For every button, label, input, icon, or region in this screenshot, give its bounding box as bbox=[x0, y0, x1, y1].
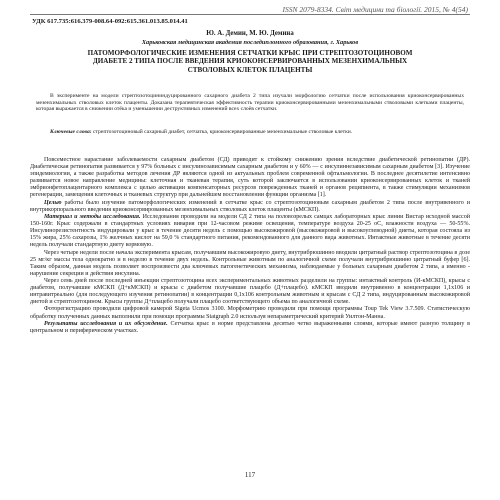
results-label: Результаты исследования и их обсуждение. bbox=[44, 320, 168, 327]
header-divider bbox=[30, 14, 470, 15]
authors: Ю. А. Демин, М. Ю. Демина bbox=[206, 30, 294, 37]
aim-label: Целью bbox=[44, 199, 62, 206]
article-title: ПАТОМОРФОЛОГИЧЕСКИЕ ИЗМЕНЕНИЯ СЕТЧАТКИ КРЫС ПРИ СТРЕПТОЗОТОЦИНОВОМ ДИАБЕТЕ 2 ТИПА ПОСЛЕ ВВЕДЕНИЯ КРИОКОНСЕРВИРОВАННЫХ МЕЗЕНХИМАЛЬНЫХ СТВОЛОВЫХ КЛЕТОК ПЛАЦЕНТЫ bbox=[87, 49, 413, 74]
aim-text: работы было изучение патоморфологических изменений в сетчатке крыс со стрептозотоциновым сахарным диабетом 2 типа после внутривенного и внутрикорпорального введения криоконсервированных мезенхимальных стволовых клеток плаценты (кМСКП). bbox=[30, 199, 470, 213]
body-paragraph: Через семь дней после последней инъекции стрептозотоцина всех экспериментальных животных разделили на группы: интактный контроль (И-кМСКП), крысы с диабетом, получавшие кМСКП (Д+кМСКП) и крысы с диабетом получавшие плацебо (Д+плацебо). кМСКП вводили внутривенно в концентрации 1,1х106 и интравитреально (для последующего изучения ретинопатии) в концентрации 0,1х106 контрольным животным и крысам с СД 2 типа, индуцированным высокожировой диетой и стрептозотоцином. Крысы группы Д+плацебо получали плацебо соответствующего объема по аналогичной схеме. bbox=[30, 277, 470, 306]
body-paragraph: Фоторегистрацию проводили цифровой камерой Sigeta Ucmos 3100. Морфометрию проводили при помощи программы Toup Tek View 3.7.509. Статистическую обработку полученных данных выполнили при помощи программы Statgraph 2.0 используя непараметрический критерий Уилтон-Манна. bbox=[30, 306, 470, 320]
body-paragraph: Через четыре недели после начала эксперимента крысам, получавшим высокожировую диету, внутрибрюшинно вводили цитратный раствор стрептозотоцина в дозе 25 мг/кг массы тела однократно и в неделю в течение двух недель. Контрольные животным по аналогичной схеме получали внутрибрюшинно цитратный буфер [6]. Таким образом, данная модель позволяет воспроизвести два ключевых патогенетических механизма, наблюдаемые у больных сахарным диабетом 2 типа, а именно - нарушение секреции и действия инсулина. bbox=[30, 249, 470, 277]
results-paragraph bbox=[30, 321, 470, 335]
page-number: 117 bbox=[244, 471, 256, 479]
affiliation: Харьковская медицинская академия последипломного образования, г. Харьков bbox=[141, 39, 359, 46]
intro-paragraph: Повсеместное нарастание заболеваемости сахарным диабетом (СД) приводит к стойкому снижению зрения вследствие диабетической ретинопатии (ДР). Диабетическая ретинопатия развивается у 97% больных с инсулинозависимым сахарным диабетом и у 60% — с инсулиннезависимым сахарным диабетом [3]. Изучение эпидемиологии, а также разработка методов лечения ДР являются одной из актуальных проблем современной офтальмологии. В последнее десятилетие интенсивно развивается новое направление медицины: клеточная и тканевая терапия, суть которой заключается в использовании криоконсервированных клеток и тканей эмбрионфетоплацентарного комплекса с целью активации компенсаторных ресурсов поврежденных тканей и органов реципиента, в также стимуляции механизмов регенерации, замещения клеточных и тканевых структур при дальнейшем восстановлении функции организма [1]. bbox=[30, 157, 470, 199]
keywords-label: Ключевые слова: bbox=[50, 129, 92, 135]
udc-code: УДК 617.735:616.379-008.64-092:615.361.013.85.014.41 bbox=[32, 18, 188, 25]
methods-text: Исследования проводили на модели СД 2 типа на половозрелых самцах лабораторных крыс линии Вистар исходной массой 150-160г. Крыс содержали в стандартных условиях вивария при 12-часовом режиме освещения, температуре воздуха 20-25 оС, влажности воздуха — 50-55%. Инсулинорезистентность индуцировали у крыс в течение десяти недель с помощью высокожировой (высокожировой и высокоуглеводной) диеты, которая состояла из 15% жира, 25% сахарозы, 1% желчных кислот на 59,0 % стандартного питания, рекомендованного для данного вида животных. Интактные животные в течение десяти недель получали стандартную диету кормовую. bbox=[30, 213, 471, 249]
results-text: Сетчатка крыс в норме представлена десятью четко выраженными слоями, которые имеют разную толщину в центральном и периферическом участках. bbox=[30, 320, 470, 334]
keywords-text: стрептозотоциновый сахарный диабет, сетчатка, криоконсервированные мезенхимальные стволовые клетки. bbox=[93, 129, 353, 135]
aim-paragraph bbox=[30, 200, 470, 214]
abstract: В эксперименте на модели стрептозотоцининдуцированного сахарного диабета 2 типа изучали морфологию сетчатки после использования криоконсервированных мезенхимальных стволовых клеток плаценты. Доказана терапевтическая эффективность терапии криоконсервированными мезенхимальными стволовыми клетками плаценты, которая выражается в снижении отёка и уменьшении деструктивных изменений всех слоёв сетчатки. bbox=[36, 93, 464, 113]
methods-label: Материал и методы исследования. bbox=[44, 213, 141, 220]
article-body bbox=[30, 157, 470, 335]
journal-header: ISSN 2079-8334. Світ медицини та біології. 2015, № 4(54) bbox=[282, 5, 468, 14]
methods-paragraph bbox=[30, 214, 470, 249]
keywords bbox=[36, 129, 464, 136]
